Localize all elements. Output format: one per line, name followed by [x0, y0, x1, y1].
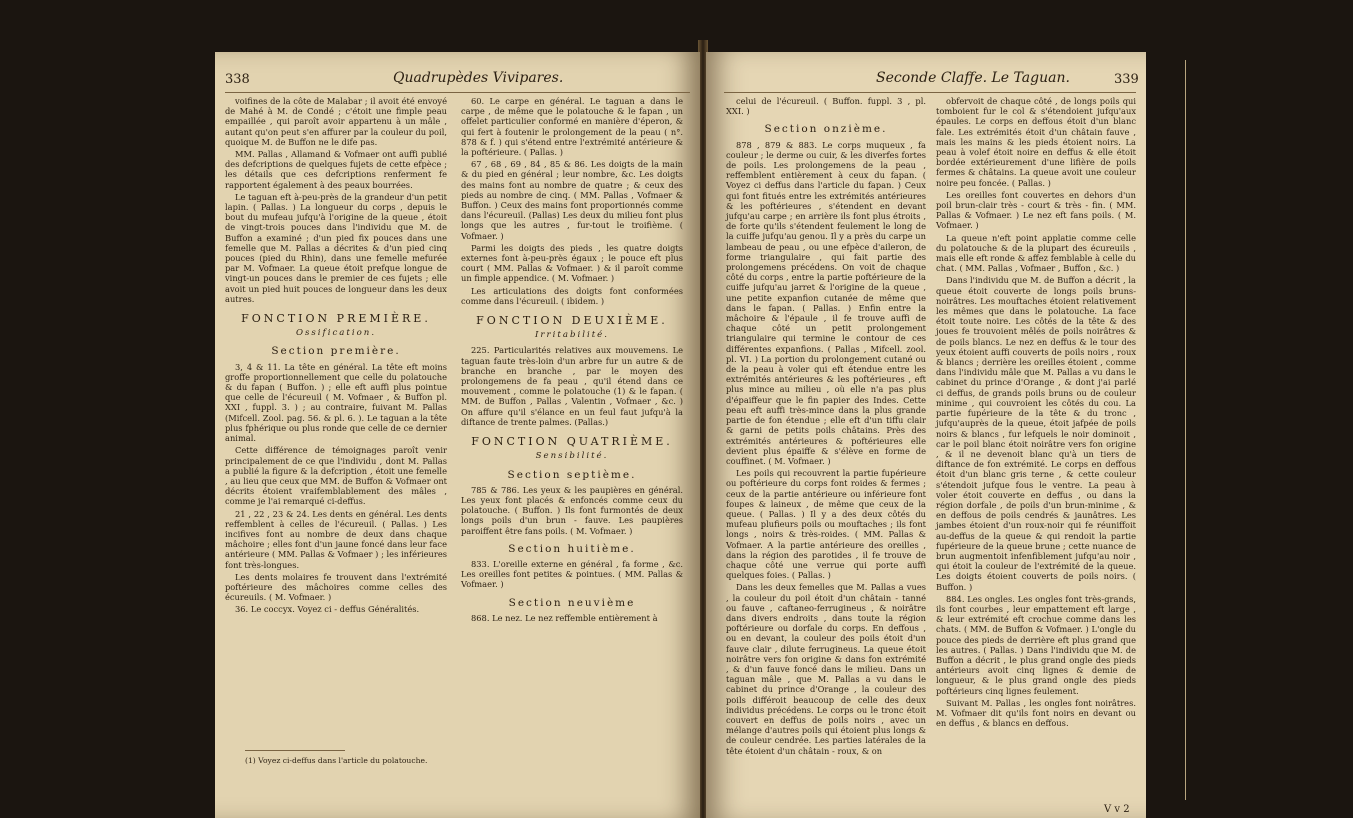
right-page-column-2	[936, 96, 1136, 730]
paragraph: 785 & 786. Les yeux & les paupières en général. Les yeux font placés & enfoncés comme ceux du polatouche. ( Buffon. ) Ils font furmontés de deux longs poils d'un brun - fauve. Les paupières paroiffent être fans poils. ( M. Vofmaer. )	[461, 484, 683, 536]
paragraph: 67 , 68 , 69 , 84 , 85 & 86. Les doigts de la main & du pied en général ; leur nombre, &c. Les doigts des mains font au nombre de quatre ; & ceux des pieds au nombre de cinq. ( MM. Pallas , Vofmaer & Buffon. ) Ceux des mains font proportionnés comme dans l'écureuil. (Pallas) Les deux du milieu font plus longs que les autres , fur-tout le troifième. ( Vofmaer. )	[461, 159, 683, 241]
paragraph: 868. Le nez. Le nez reffemble entièrement à	[471, 612, 658, 623]
paragraph: La queue n'eft point applatie comme celle du polatouche & de la plupart des écureuils , mais elle eft ronde & affez femblable à celle du chat. ( MM. Pallas , Vofmaer , Buffon , &c. )	[936, 232, 1136, 274]
section-heading: Section huitième.	[508, 542, 636, 555]
left-page-column-2	[461, 96, 683, 625]
function-heading: FONCTION QUATRIÈME.	[471, 435, 673, 449]
signature-mark: V v 2	[1104, 804, 1130, 815]
paragraph: Dans les deux femelles que M. Pallas a vues , la couleur du poil étoit d'un châtain - tanné ou fauve , caftaneo-ferrugineus , & noirâtre dans divers endroits , dans toute la région poftérieure ou dorfale du corps. En deffous , ou en devant, la couleur des poils étoit d'un fauve clair , dilute ferrugineus. La queue étoit noirâtre vers fon origine & dans fon extrémité , & d'un fauve foncé dans le milieu. Dans un taguan mâle , que M. Pallas a vu dans le cabinet du prince d'Orange , la couleur des poils différoit beaucoup de celle des deux individus précédens. Le corps ou le tronc étoit couvert en deffus de poils noirs , avec un mélange d'autres poils qui étoient plus longs & de couleur cendrée. Les parties latérales de la tête étoient d'un châtain - roux, & on	[726, 582, 926, 756]
section-heading: Section première.	[271, 345, 401, 358]
section-heading: Section septième.	[507, 468, 637, 481]
paragraph: voifines de la côte de Malabar ; il avoit été envoyé de Mahé à M. de Condé ; c'étoit une fimple peau empaillée , qui paroît avoir appartenu à un mâle , autant qu'on peut s'en affurer par la couleur du poil, quoique M. de Buffon ne le dife pas.	[225, 96, 447, 147]
paragraph: 60. Le carpe en général. Le taguan a dans le carpe , de même que le polatouche & le fapan , un offelet particulier conformé en manière d'éperon, & qui fert à foutenir le prolongement de la peau ( n°. 878 & f. ) qui s'étend entre l'extrémité antérieure & la poftérieure. ( Pallas. )	[461, 96, 683, 158]
paragraph: 3, 4 & 11. La tête en général. La tête eft moins groffe proportionnellement que celle du polatouche & du fapan ( Buffon. ) ; elle eft auffi plus pointue que celle de l'écureuil ( M. Vofmaer , & Buffon pl. XXI , fuppl. 3. ) ; au contraire, fuivant M. Pallas (Mifcell. Zool. pag. 56. & pl. 6. ). Le taguan a la tête plus fphérique ou plus ronde que celle de ce dernier animal.	[225, 361, 447, 444]
subheading: Ossification.	[295, 328, 377, 339]
paragraph: Dans l'individu que M. de Buffon a décrit , la queue étoit couverte de longs poils bruns-noirâtres. Les mouftaches étoient relativement les mêmes que dans le polatouche. La face étoit toute noire. Les côtés de la tête & des joues fe trouvoient mêlés de poils noirâtres & de poils blancs. Le nez en deffus & le tour des yeux étoient auffi couverts de poils noirs , roux & blancs ; derrière les oreilles étoient , comme dans l'individu mâle que M. Pallas a vu dans le cabinet du prince d'Orange , & dont j'ai parlé ci deffus, de grands poils bruns ou de couleur minime , qui couvroient les côtés du cou. La partie fupérieure de la tête & du tronc , jufqu'auprès de la queue, étoit jafpée de poils noirs & blancs , fur lefquels le noir dominoit , car le poil blanc étoit noirâtre vers fon origine , & il ne devenoit blanc qu'à un tiers de diftance de fon extrémité. Le corps en deffous étoit d'un blanc gris terne , & cette couleur s'étendoit jufque fous le ventre. La peau à voler étoit couverte en deffus , ou dans la région dorfale , de poils d'un brun-minime , & en deffous de poils cendrés & jaunâtres. Les jambes étoient d'un roux-noir qui fe réuniffoit au-deffus de la queue & qui rendoit la partie fupérieure de la queue brune ; cette nuance de brun augmentoit infenfiblement jufqu'au noir , qui étoit la couleur de l'extrémité de la queue. Les doigts étoient couverts de poils noirs. ( Buffon. )	[936, 275, 1136, 592]
header-rule-left	[225, 92, 690, 93]
paragraph: celui de l'écureuil. ( Buffon. fuppl. 3 , pl. XXI. )	[726, 96, 926, 117]
paragraph: Suivant M. Pallas , les ongles font noirâtres. M. Vofmaer dit qu'ils font noirs en devant ou en deffus , & blancs en deffous.	[936, 697, 1136, 729]
footnote-rule	[245, 750, 345, 751]
paragraph: Le taguan eft à-peu-près de la grandeur d'un petit lapin. ( Pallas. ) La longueur du corps , depuis le bout du mufeau jufqu'à l'origine de la queue , étoit de vingt-trois pouces dans l'individu que M. de Buffon a examiné ; d'un pied fix pouces dans une femelle que M. Pallas a décrites & d'un pied cinq pouces (pied du Rhin), dans une femelle mefurée par M. Vofmaer. La queue étoit prefque longue de vingt-un pouces dans le premier de ces fujets ; elle avoit un pied huit pouces de longueur dans les deux autres.	[225, 191, 447, 304]
subheading: Sensibilité.	[535, 451, 609, 462]
right-page-column-1	[726, 96, 926, 758]
function-heading: FONCTION DEUXIÈME.	[476, 314, 668, 328]
paragraph: Les dents molaires fe trouvent dans l'extrémité poftérieure des mâchoires comme celles des écureuils. ( M. Vofmaer. )	[225, 571, 447, 603]
paragraph: Les articulations des doigts font conformées comme dans l'écureuil. ( ibidem. )	[461, 285, 683, 306]
running-head-right: Seconde Claffe. Le Taguan.	[876, 70, 1070, 86]
paragraph: 878 , 879 & 883. Le corps muqueux , fa couleur ; le derme ou cuir, & les diverfes fortes de poils. Les prolongemens de la peau , reffemblent entièrement à ceux du fapan. ( Voyez ci deffus dans l'article du fapan. ) Ceux qui font fitués entre les extrémités antérieures & les poftérieures , s'étendent en devant jufqu'au carpe ; en arrière ils font plus étroits , de forte qu'ils s'étendent feulement le long de la cuiffe jufqu'au genou. Il y a près du carpe un lambeau de peau , ou une efpèce d'aileron, de forme triangulaire , qui fait partie des prolongemens précédens. On voit de chaque côté du corps , entre la partie poftérieure de la cuiffe jufqu'au jarret & l'origine de la queue , une petite expanfion cutanée de même que dans le fapan. ( Pallas. ) Enfin entre la mâchoire & l'épaule , il fe trouve auffi de chaque côté un petit prolongement triangulaire qui termine le contour de ces différentes expanfions. ( Pallas , Mifcell. zool. pl. VI. ) La portion du prolongement cutané ou de la peau à voler qui eft étendue entre les extrémités antérieures & les poftérieures , eft plus mince au milieu , où elle n'a pas plus d'épaiffeur que le fin papier des Indes. Cette peau eft auffi très-mince dans la plus grande partie de fon étendue ; elle eft d'un tiffu clair & garni de petits poils châtains. Près des extrémités antérieures & poftérieures elle devient plus épaiffe & s'élève en forme de couffinet. ( M. Vofmaer. )	[726, 139, 926, 466]
header-rule-right	[724, 92, 1136, 93]
left-page-column-1	[225, 96, 447, 617]
left-page	[215, 52, 700, 818]
paragraph: Parmi les doigts des pieds , les quatre doigts externes font à-peu-près égaux ; le pouce eft plus court ( MM. Pallas & Vofmaer. ) & il paroît comme un fimple appendice. ( M. Vofmaer. )	[461, 242, 683, 284]
next-page-edge	[1185, 60, 1186, 800]
paragraph: MM. Pallas , Allamand & Vofmaer ont auffi publié des defcriptions de quelques fujets de cette efpèce ; les détails que ces defcriptions renferment fe rapportent également à des peaux bourrées.	[225, 149, 447, 190]
paragraph: Les oreilles font couvertes en dehors d'un poil brun-clair très - court & très - fin. ( MM. Pallas & Vofmaer. ) Le nez eft fans poils. ( M. Vofmaer. )	[936, 189, 1136, 231]
paragraph: Les poils qui recouvrent la partie fupérieure ou poftérieure du corps font roides & fermes ; ceux de la partie antérieure ou inférieure font foupes & laineux , de même que ceux de la queue. ( Pallas. ) Il y a des deux côtés du mufeau plufieurs poils ou mouftaches ; ils font longs , noirs & très-roides. ( MM. Pallas & Vofmaer. A la partie antérieure des oreilles , dans la région des parotides , il fe trouve de chaque côté une verrue qui porte auffi quelques foies. ( Pallas. )	[726, 468, 926, 581]
paragraph: 21 , 22 , 23 & 24. Les dents en général. Les dents reffemblent à celles de l'écureuil. ( Pallas. ) Les incifives font au nombre de deux dans chaque mâchoire ; elles font d'un jaune foncé dans leur face antérieure ( MM. Pallas & Vofmaer ) ; les inférieures font très-longues.	[225, 508, 447, 570]
function-heading: FONCTION PREMIÈRE.	[241, 312, 431, 326]
running-head-left: Quadrupèdes Vivipares.	[393, 70, 564, 86]
paragraph: 225. Particularités relatives aux mouvemens. Le taguan faute très-loin d'un arbre fur un autre & de branche en branche , par le moyen des prolongemens de fa peau , qu'il étend dans ce mouvement , comme le polatouche (1) & le fapan. ( MM. de Buffon , Pallas , Valentin , Vofmaer , &c. ) On affure qu'il s'élance en un feul faut jufqu'à la diftance de trente palmes. (Pallas.)	[461, 345, 683, 427]
page-number-right: 339	[1114, 72, 1139, 87]
section-heading: Section onzième.	[764, 123, 888, 136]
paragraph: 833. L'oreille externe en général , fa forme , &c. Les oreilles font petites & pointues. ( MM. Pallas & Vofmaer. )	[461, 558, 683, 590]
paragraph: Cette différence de témoignages paroît venir principalement de ce que l'individu , dont M. Pallas a publié la figure & la defcription , étoit une femelle , au lieu que ceux que MM. de Buffon & Vofmaer ont décrits étoient vraifemblablement des mâles , comme je l'ai remarqué ci-deffus.	[225, 445, 447, 507]
right-page	[706, 52, 1146, 818]
paragraph: 884. Les ongles. Les ongles font très-grands, ils font courbes , leur empattement eft large , & leur extrémité eft crochue comme dans les chats. ( MM. de Buffon & Vofmaer. ) L'ongle du pouce des pieds de derrière eft plus grand que les autres. ( Pallas. ) Dans l'individu que M. de Buffon a décrit , le plus grand ongle des pieds antérieurs avoit cinq lignes & demie de longueur, & le plus grand ongle des pieds poftérieurs cinq lignes feulement.	[936, 593, 1136, 696]
section-heading: Section neuvième	[508, 596, 636, 609]
subheading: Irritabilité.	[535, 330, 609, 341]
paragraph: obfervoit de chaque côté , de longs poils qui tomboient fur le col & s'étendoient jufqu'aux épaules. Le corps en deffous étoit d'un blanc fale. Les extrémités étoit d'un châtain fauve , mais les mains & les pieds étoient noirs. La peau à volef étoit noire en deffus & elle étoit bordée extérieurement d'une lifière de poils fermes & châtains. La queue avoit une couleur noire peu foncée. ( Pallas. )	[936, 96, 1136, 188]
footnote: (1) Voyez ci-deffus dans l'article du polatouche.	[245, 756, 428, 765]
page-number-left: 338	[225, 72, 250, 87]
paragraph: 36. Le coccyx. Voyez ci - deffus Généralités.	[235, 604, 420, 615]
